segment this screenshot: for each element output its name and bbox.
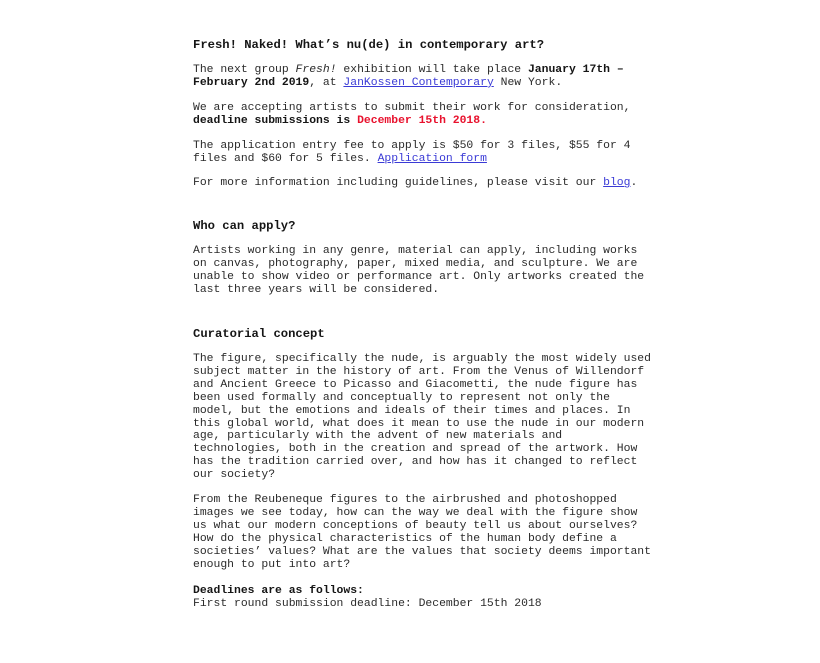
deadlines-heading — [193, 585, 653, 598]
intro-exhibition-name: Fresh! — [295, 64, 337, 76]
submission-deadline-date: December 15th 2018. — [357, 114, 487, 127]
submission-paragraph — [193, 102, 653, 128]
info-paragraph — [193, 177, 653, 190]
curatorial-paragraph-1: The figure, specifically the nude, is arguably the most widely used subject matter in the history of art. From the Venus of Willendorf and Ancient Greece to Picasso and Giacometti, the nude figure has been used formally and conceptually to represent not only the model, but the emotions and ideals of their times and places. In this global world, what does it mean to use the nude in our modern age, particularly with the advent of new materials and technologies, both in the creation and spread of the artwork. How has the tradition carried over, and how has it changed to reflect our society? — [193, 352, 651, 482]
who-can-apply-paragraph: Artists working in any genre, material can apply, including works on canvas, photography, paper, mixed media, and sculpture. We are unable to show video or performance art. Only artworks created the last three years will be considered. — [193, 245, 645, 297]
page-title: Fresh! Naked! What’s nu(de) in contemporary art? — [193, 38, 545, 52]
submission-text: We are accepting artists to submit their work for consideration, — [193, 101, 631, 114]
intro-text-2: exhibition will take place — [336, 64, 528, 76]
curatorial-paragraph-2: From the Reubeneque figures to the airbrushed and photoshopped images we see today, how can the way we deal with the figure show us what our modern conceptions of beauty tell us about ourselves? How do the physical characteristics of the human body define a societies’ values? What are the values that society deems important enough to put into art? — [193, 494, 651, 571]
intro-text-3: , at — [309, 76, 344, 89]
application-form-link[interactable]: Application form — [377, 152, 487, 165]
blog-link[interactable]: blog — [603, 177, 631, 190]
info-text: For more information including guidelines, please visit our — [193, 177, 604, 190]
who-can-apply-heading: Who can apply? — [193, 219, 296, 234]
submission-deadline-label: deadline submissions is — [193, 114, 358, 127]
intro-text-4: New York. — [493, 76, 563, 89]
exhibition-dates: January 17th – February 2nd 2019 — [193, 64, 624, 89]
fee-text: The application entry fee to apply is $50 for 3 files, $55 for 4 files and $60 for 5 files. — [193, 139, 631, 165]
curatorial-heading: Curatorial concept — [193, 326, 325, 341]
intro-text-1: The next group — [193, 64, 296, 76]
info-text-end: . — [630, 177, 638, 190]
document-page — [193, 38, 653, 611]
intro-paragraph — [193, 64, 653, 90]
first-round-deadline: First round submission deadline: December 15th 2018 — [193, 598, 542, 611]
fee-paragraph — [193, 140, 653, 166]
deadlines-heading-text: Deadlines are as follows: — [193, 585, 364, 598]
gallery-link[interactable]: JanKossen Contemporary — [343, 76, 494, 89]
